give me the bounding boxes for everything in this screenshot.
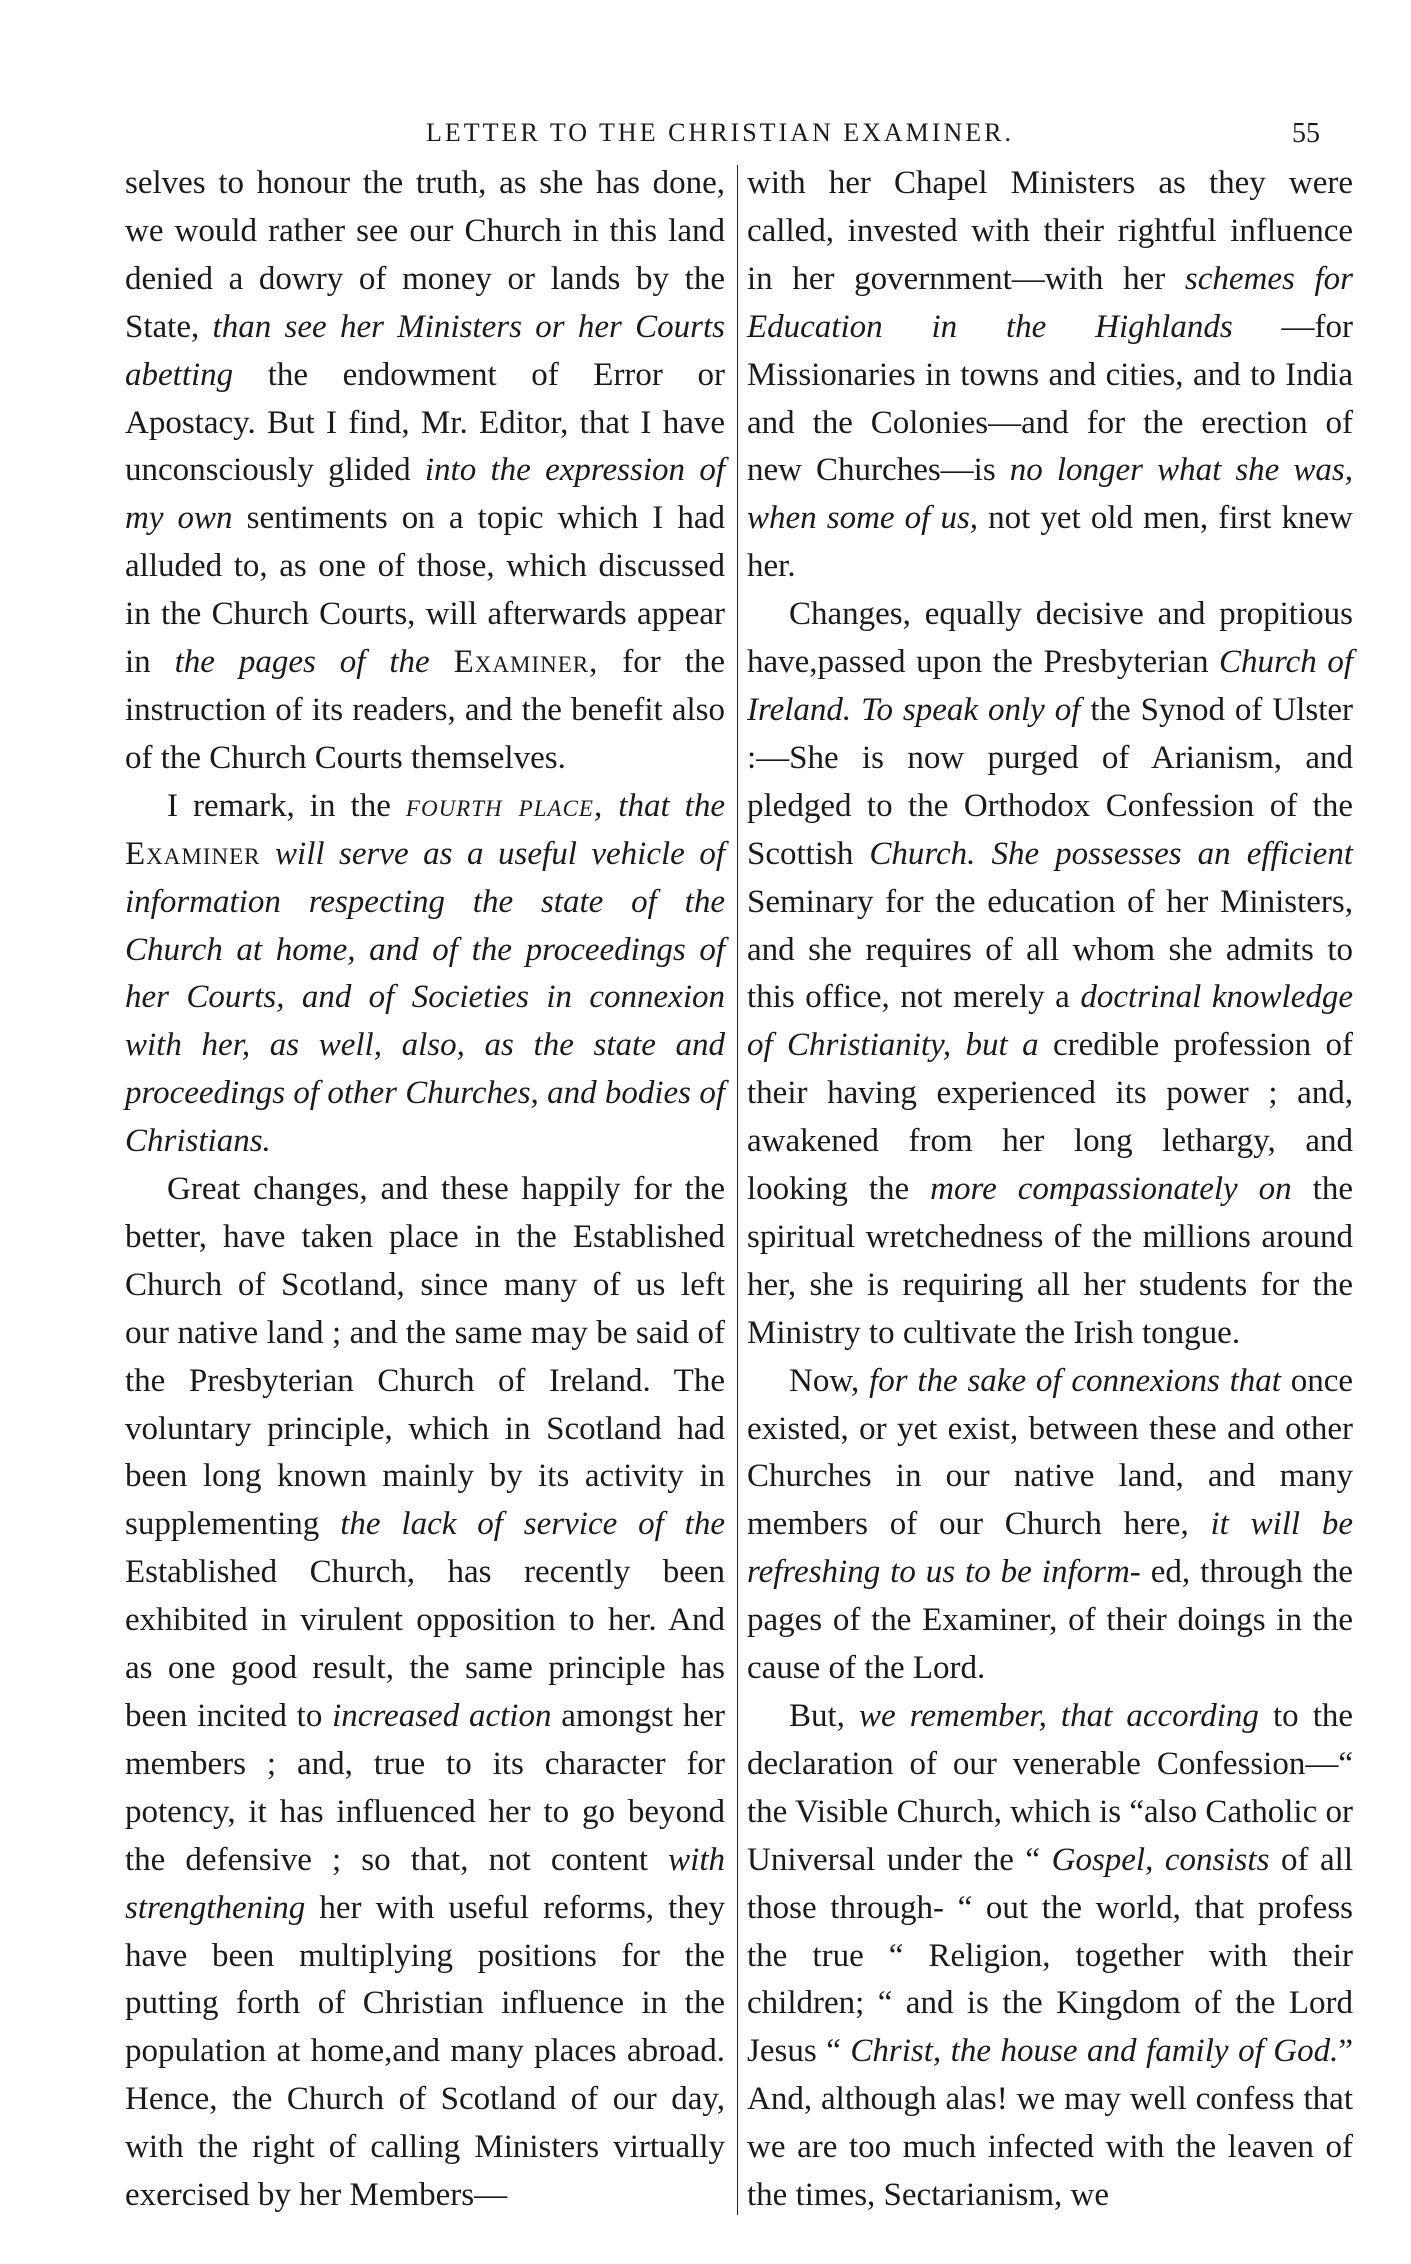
- text-span: will serve as a useful vehicle of information respecting the state of the Church at home, and of the proceedings of her Courts, and of Societies in connexion with her, as well, also, as the state and proceedings of other Churches, and bodies of Christians.: [125, 835, 725, 1160]
- text-span: no longer what she was, when some of us,: [747, 452, 1353, 537]
- text-span: we remember, that according: [859, 1698, 1259, 1734]
- text-span: Seminary for the education of her Ministers, and she requires of all whom she admits to this office, not merely a: [747, 883, 1353, 1016]
- paragraph: [125, 160, 725, 783]
- text-span: I remark, in the: [167, 787, 406, 824]
- column-divider: [737, 165, 738, 2215]
- text-span: Examiner: [125, 835, 261, 872]
- text-span: ” And, although alas! we may well confess that we are too much infected with the leaven of the times, Sectarianism, we: [747, 2033, 1353, 2214]
- text-span: Christ, the house and family of God.: [850, 2033, 1339, 2070]
- text-span: Church. She possesses an efficient: [869, 835, 1353, 872]
- text-span: But,: [789, 1698, 859, 1734]
- text-span: to the declaration of our venerable Confession—“ the Visible Church, which is “also Catholic or Universal under the “: [747, 1698, 1354, 1878]
- text-span: ed, through the pages of the Examiner, of their doings in the cause of the Lord.: [747, 1554, 1353, 1687]
- text-span: for the sake of connexions that: [869, 1362, 1281, 1399]
- text-span: not yet old men, first knew her.: [747, 500, 1353, 585]
- text-span: with her Chapel Ministers as they were called, invested with their rightful influence in her government—with her: [747, 165, 1353, 297]
- text-span: for the instruction of its readers, and the benefit also of the Church Courts themselves.: [125, 644, 726, 776]
- text-span: Changes, equally decisive and propitious have,passed upon the Presbyterian: [747, 596, 1353, 681]
- left-column: [125, 160, 725, 2220]
- text-span: credible profession of their having experienced its power ; and, awakened from her long lethargy, and looking the: [747, 1027, 1353, 1208]
- text-span: the pages of the: [174, 644, 430, 681]
- page-number: 55: [1292, 118, 1320, 149]
- running-title: LETTER TO THE CHRISTIAN EXAMINER.: [426, 118, 1014, 147]
- paragraph: [125, 783, 725, 1166]
- paragraph: [747, 1358, 1353, 1693]
- text-span: into the expression of my own: [125, 452, 725, 537]
- text-span: more compassionately on: [930, 1171, 1292, 1208]
- text-span: fourth place,: [405, 787, 604, 824]
- text-span: Gospel, consists: [1051, 1841, 1270, 1878]
- text-span: —for Missionaries in towns and cities, and to India and the Colonies—and for the erection of new Churches—is: [747, 308, 1353, 489]
- text-span: schemes for Education in the Highlands: [747, 260, 1354, 345]
- text-span: selves to honour the truth, as she has done, we would rather see our Church in this land denied a dowry of money or lands by the State,: [125, 165, 725, 345]
- text-span: sentiments on a topic which I had alluded to, as one of those, which discussed in the Church Courts, will afterwards appear in: [125, 500, 725, 681]
- text-span: increased action: [332, 1698, 552, 1734]
- text-span: Now,: [789, 1362, 870, 1399]
- text-span: with strengthening: [125, 1841, 725, 1926]
- text-span: doctrinal knowledge of Christianity, but a: [747, 979, 1353, 1064]
- text-span: [603, 788, 618, 824]
- text-span: of all those through- “ out the world, that profess the true “ Religion, together with their children; “ and is the Kingdom of the Lord Jesus “: [747, 1841, 1353, 2070]
- text-span: her with useful reforms, they have been multiplying positions for the putting forth of Christian influence in the population at home,and many places abroad. Hence, the Church of Scotland of our day, with the right of calling Ministers virtually exercised by her Members—: [125, 1889, 725, 2214]
- text-span: [430, 644, 454, 680]
- text-span: the spiritual wretchedness of the millions around her, she is requiring all her students for the Ministry to cultivate the Irish tongue.: [747, 1171, 1353, 1351]
- text-span: that the: [618, 787, 725, 824]
- paragraph: [125, 1166, 725, 2220]
- text-span: than see her Ministers or her Courts abetting: [125, 308, 725, 393]
- paragraph: [747, 591, 1353, 1358]
- text-span: amongst her members ; and, true to its character for potency, it has influenced her to go beyond the defensive ; so that, not content: [125, 1698, 725, 1878]
- running-head: [100, 118, 1340, 158]
- paragraph: [747, 160, 1353, 591]
- text-span: the lack of service of the: [340, 1506, 726, 1543]
- text-span: Church of Ireland. To speak only of: [747, 644, 1353, 728]
- text-span: Examiner,: [453, 644, 599, 681]
- text-span: the endowment of Error or Apostacy. But I find, Mr. Editor, that I have unconsciously glided: [125, 356, 725, 489]
- text-span: it will be refreshing to us to be inform-: [747, 1506, 1354, 1591]
- text-span: the Synod of Ulster :—She is now purged of Arianism, and pledged to the Orthodox Confession of the Scottish: [747, 691, 1353, 872]
- text-span: once existed, or yet exist, between these and other Churches in our native land, and many members of our Church here,: [747, 1362, 1354, 1543]
- right-column: [747, 160, 1353, 2220]
- text-span: Great changes, and these happily for the better, have taken place in the Established Church of Scotland, since many of us left our native land ; and the same may be said of the Presbyterian Church of Ireland. The voluntary principle, which in Scotland had been long known mainly by its activity in supplementing: [125, 1171, 725, 1543]
- text-span: Established Church, has recently been exhibited in virulent opposition to her. And as one good result, the same principle has been incited to: [125, 1554, 725, 1734]
- paragraph: [747, 1693, 1353, 2220]
